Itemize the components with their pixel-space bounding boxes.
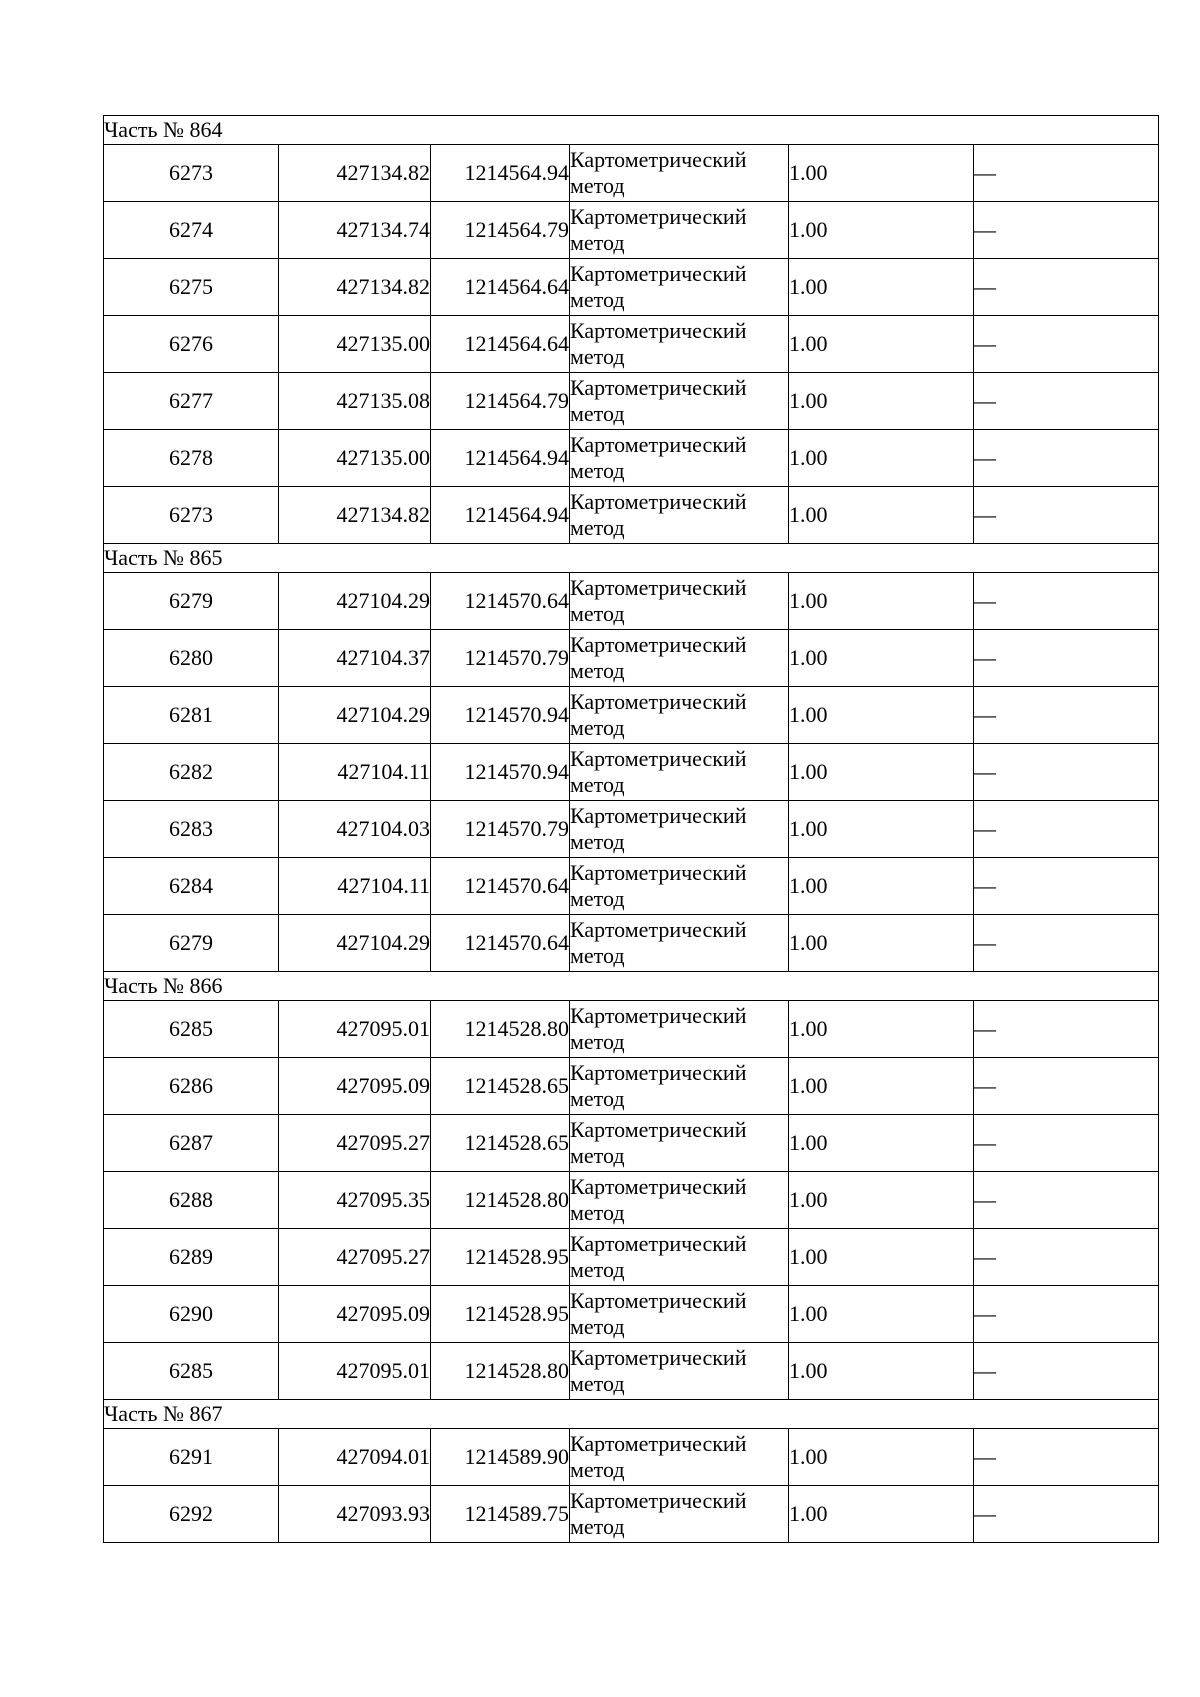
dash-mark: —: [974, 217, 996, 242]
table-body: [104, 116, 1159, 1543]
dash-mark: —: [974, 1244, 996, 1269]
accuracy-cell: 1.00: [789, 915, 974, 972]
method-cell: [570, 1429, 789, 1486]
description-cell: [974, 430, 1159, 487]
description-cell: [974, 1429, 1159, 1486]
coord-y-cell: 1214570.94: [431, 687, 570, 744]
dash-mark: —: [974, 1130, 996, 1155]
method-line-2: метод: [570, 829, 625, 854]
coord-y-cell: 1214570.79: [431, 801, 570, 858]
coord-y-cell: 1214570.79: [431, 630, 570, 687]
table-row: [104, 744, 1159, 801]
table-row: [104, 1286, 1159, 1343]
coord-x-cell: 427104.29: [279, 915, 431, 972]
method-line-2: метод: [570, 715, 625, 740]
point-number-cell: 6276: [104, 316, 279, 373]
method-cell: [570, 145, 789, 202]
point-number-cell: 6292: [104, 1486, 279, 1543]
description-cell: [974, 373, 1159, 430]
accuracy-cell: 1.00: [789, 316, 974, 373]
point-number-cell: 6291: [104, 1429, 279, 1486]
method-cell: [570, 915, 789, 972]
table-row: [104, 1429, 1159, 1486]
method-cell: [570, 1286, 789, 1343]
dash-mark: —: [974, 873, 996, 898]
coord-x-cell: 427104.11: [279, 744, 431, 801]
dash-mark: —: [974, 331, 996, 356]
coord-y-cell: 1214528.95: [431, 1229, 570, 1286]
coord-x-cell: 427104.11: [279, 858, 431, 915]
method-line-1: Картометрический: [570, 1174, 747, 1199]
method-line-2: метод: [570, 1200, 625, 1225]
coord-y-cell: 1214564.64: [431, 316, 570, 373]
accuracy-cell: 1.00: [789, 430, 974, 487]
accuracy-cell: 1.00: [789, 202, 974, 259]
method-line-1: Картометрический: [570, 860, 747, 885]
description-cell: [974, 1001, 1159, 1058]
method-line-1: Картометрический: [570, 1060, 747, 1085]
table-row: [104, 1058, 1159, 1115]
description-cell: [974, 259, 1159, 316]
dash-mark: —: [974, 1073, 996, 1098]
description-cell: [974, 1058, 1159, 1115]
method-line-2: метод: [570, 1086, 625, 1111]
dash-mark: —: [974, 1301, 996, 1326]
method-line-1: Картометрический: [570, 1431, 747, 1456]
method-line-1: Картометрический: [570, 375, 747, 400]
description-cell: [974, 1343, 1159, 1400]
method-cell: [570, 259, 789, 316]
accuracy-cell: 1.00: [789, 259, 974, 316]
table-row: [104, 1001, 1159, 1058]
point-number-cell: 6279: [104, 573, 279, 630]
point-number-cell: 6279: [104, 915, 279, 972]
table-row: [104, 316, 1159, 373]
method-line-1: Картометрический: [570, 1288, 747, 1313]
point-number-cell: 6273: [104, 487, 279, 544]
point-number-cell: 6290: [104, 1286, 279, 1343]
coord-y-cell: 1214528.80: [431, 1001, 570, 1058]
coord-y-cell: 1214564.79: [431, 373, 570, 430]
coord-x-cell: 427095.09: [279, 1286, 431, 1343]
description-cell: [974, 1115, 1159, 1172]
method-line-2: метод: [570, 173, 625, 198]
method-line-2: метод: [570, 1314, 625, 1339]
description-cell: [974, 1486, 1159, 1543]
description-cell: [974, 202, 1159, 259]
table-row: [104, 1172, 1159, 1229]
table-row: [104, 145, 1159, 202]
accuracy-cell: 1.00: [789, 1229, 974, 1286]
section-title: Часть № 866: [104, 972, 1159, 1001]
dash-mark: —: [974, 1444, 996, 1469]
method-line-2: метод: [570, 230, 625, 255]
section-title: Часть № 867: [104, 1400, 1159, 1429]
method-cell: [570, 801, 789, 858]
coord-x-cell: 427093.93: [279, 1486, 431, 1543]
method-cell: [570, 1172, 789, 1229]
coord-y-cell: 1214589.75: [431, 1486, 570, 1543]
description-cell: [974, 1172, 1159, 1229]
description-cell: [974, 687, 1159, 744]
dash-mark: —: [974, 702, 996, 727]
method-line-2: метод: [570, 1029, 625, 1054]
method-cell: [570, 1001, 789, 1058]
coordinates-table: [103, 115, 1159, 1543]
table-row: [104, 487, 1159, 544]
description-cell: [974, 801, 1159, 858]
method-line-1: Картометрический: [570, 575, 747, 600]
method-cell: [570, 316, 789, 373]
point-number-cell: 6273: [104, 145, 279, 202]
accuracy-cell: 1.00: [789, 487, 974, 544]
method-line-1: Картометрический: [570, 318, 747, 343]
accuracy-cell: 1.00: [789, 1343, 974, 1400]
accuracy-cell: 1.00: [789, 1001, 974, 1058]
coord-x-cell: 427094.01: [279, 1429, 431, 1486]
table-row: [104, 915, 1159, 972]
method-line-2: метод: [570, 1371, 625, 1396]
accuracy-cell: 1.00: [789, 858, 974, 915]
coord-y-cell: 1214589.90: [431, 1429, 570, 1486]
method-line-1: Картометрический: [570, 917, 747, 942]
method-line-1: Картометрический: [570, 147, 747, 172]
description-cell: [974, 744, 1159, 801]
point-number-cell: 6289: [104, 1229, 279, 1286]
dash-mark: —: [974, 502, 996, 527]
accuracy-cell: 1.00: [789, 744, 974, 801]
section-title: Часть № 864: [104, 116, 1159, 145]
table-row: [104, 687, 1159, 744]
point-number-cell: 6287: [104, 1115, 279, 1172]
coord-y-cell: 1214564.94: [431, 145, 570, 202]
method-cell: [570, 1343, 789, 1400]
coord-y-cell: 1214528.65: [431, 1115, 570, 1172]
method-cell: [570, 487, 789, 544]
point-number-cell: 6288: [104, 1172, 279, 1229]
coord-x-cell: 427134.82: [279, 145, 431, 202]
section-header-row: [104, 972, 1159, 1001]
method-line-2: метод: [570, 886, 625, 911]
accuracy-cell: 1.00: [789, 1172, 974, 1229]
method-line-2: метод: [570, 344, 625, 369]
coord-x-cell: 427095.27: [279, 1115, 431, 1172]
method-cell: [570, 1058, 789, 1115]
method-line-2: метод: [570, 458, 625, 483]
point-number-cell: 6285: [104, 1343, 279, 1400]
coord-x-cell: 427104.29: [279, 687, 431, 744]
section-header-row: [104, 1400, 1159, 1429]
table-row: [104, 573, 1159, 630]
method-line-1: Картометрический: [570, 689, 747, 714]
description-cell: [974, 915, 1159, 972]
point-number-cell: 6280: [104, 630, 279, 687]
dash-mark: —: [974, 274, 996, 299]
table-row: [104, 1486, 1159, 1543]
method-line-1: Картометрический: [570, 1231, 747, 1256]
coord-x-cell: 427135.00: [279, 430, 431, 487]
method-line-2: метод: [570, 601, 625, 626]
table-row: [104, 1229, 1159, 1286]
section-title: Часть № 865: [104, 544, 1159, 573]
method-cell: [570, 1115, 789, 1172]
coord-x-cell: 427134.82: [279, 487, 431, 544]
point-number-cell: 6282: [104, 744, 279, 801]
method-cell: [570, 744, 789, 801]
method-line-1: Картометрический: [570, 432, 747, 457]
dash-mark: —: [974, 645, 996, 670]
method-line-2: метод: [570, 401, 625, 426]
coord-y-cell: 1214528.80: [431, 1172, 570, 1229]
dash-mark: —: [974, 1501, 996, 1526]
table-row: [104, 259, 1159, 316]
method-line-2: метод: [570, 658, 625, 683]
description-cell: [974, 487, 1159, 544]
coord-y-cell: 1214528.95: [431, 1286, 570, 1343]
method-line-1: Картометрический: [570, 1003, 747, 1028]
method-line-1: Картометрический: [570, 204, 747, 229]
description-cell: [974, 573, 1159, 630]
coord-x-cell: 427135.08: [279, 373, 431, 430]
coord-y-cell: 1214564.94: [431, 487, 570, 544]
method-cell: [570, 373, 789, 430]
description-cell: [974, 1229, 1159, 1286]
method-cell: [570, 1229, 789, 1286]
method-line-1: Картометрический: [570, 1488, 747, 1513]
accuracy-cell: 1.00: [789, 1486, 974, 1543]
dash-mark: —: [974, 816, 996, 841]
method-line-1: Картометрический: [570, 1345, 747, 1370]
method-line-1: Картометрический: [570, 803, 747, 828]
method-cell: [570, 630, 789, 687]
accuracy-cell: 1.00: [789, 630, 974, 687]
dash-mark: —: [974, 588, 996, 613]
coord-x-cell: 427095.27: [279, 1229, 431, 1286]
point-number-cell: 6274: [104, 202, 279, 259]
method-cell: [570, 573, 789, 630]
method-line-1: Картометрический: [570, 746, 747, 771]
accuracy-cell: 1.00: [789, 687, 974, 744]
table-row: [104, 1115, 1159, 1172]
table-row: [104, 373, 1159, 430]
point-number-cell: 6285: [104, 1001, 279, 1058]
description-cell: [974, 145, 1159, 202]
section-header-row: [104, 116, 1159, 145]
method-line-1: Картометрический: [570, 261, 747, 286]
dash-mark: —: [974, 160, 996, 185]
coord-x-cell: 427095.35: [279, 1172, 431, 1229]
method-cell: [570, 202, 789, 259]
accuracy-cell: 1.00: [789, 373, 974, 430]
point-number-cell: 6283: [104, 801, 279, 858]
accuracy-cell: 1.00: [789, 573, 974, 630]
method-line-2: метод: [570, 1514, 625, 1539]
coord-x-cell: 427104.03: [279, 801, 431, 858]
coord-x-cell: 427135.00: [279, 316, 431, 373]
coord-x-cell: 427104.29: [279, 573, 431, 630]
method-line-2: метод: [570, 1457, 625, 1482]
table-row: [104, 202, 1159, 259]
method-line-2: метод: [570, 772, 625, 797]
method-line-1: Картометрический: [570, 1117, 747, 1142]
point-number-cell: 6286: [104, 1058, 279, 1115]
point-number-cell: 6284: [104, 858, 279, 915]
coord-x-cell: 427134.82: [279, 259, 431, 316]
dash-mark: —: [974, 1358, 996, 1383]
method-cell: [570, 858, 789, 915]
method-line-2: метод: [570, 515, 625, 540]
table-row: [104, 1343, 1159, 1400]
accuracy-cell: 1.00: [789, 1115, 974, 1172]
method-cell: [570, 1486, 789, 1543]
method-line-1: Картометрический: [570, 489, 747, 514]
table-row: [104, 858, 1159, 915]
accuracy-cell: 1.00: [789, 1286, 974, 1343]
table-row: [104, 430, 1159, 487]
dash-mark: —: [974, 930, 996, 955]
coord-y-cell: 1214564.94: [431, 430, 570, 487]
dash-mark: —: [974, 759, 996, 784]
dash-mark: —: [974, 445, 996, 470]
coord-x-cell: 427134.74: [279, 202, 431, 259]
coord-y-cell: 1214564.64: [431, 259, 570, 316]
coord-y-cell: 1214570.64: [431, 573, 570, 630]
coord-y-cell: 1214570.64: [431, 858, 570, 915]
point-number-cell: 6275: [104, 259, 279, 316]
method-line-2: метод: [570, 943, 625, 968]
section-header-row: [104, 544, 1159, 573]
coord-x-cell: 427095.01: [279, 1001, 431, 1058]
coord-x-cell: 427104.37: [279, 630, 431, 687]
description-cell: [974, 858, 1159, 915]
point-number-cell: 6277: [104, 373, 279, 430]
method-line-2: метод: [570, 1257, 625, 1282]
coord-y-cell: 1214570.64: [431, 915, 570, 972]
point-number-cell: 6278: [104, 430, 279, 487]
table-row: [104, 801, 1159, 858]
accuracy-cell: 1.00: [789, 801, 974, 858]
method-line-2: метод: [570, 1143, 625, 1168]
point-number-cell: 6281: [104, 687, 279, 744]
description-cell: [974, 630, 1159, 687]
coord-x-cell: 427095.09: [279, 1058, 431, 1115]
dash-mark: —: [974, 388, 996, 413]
dash-mark: —: [974, 1016, 996, 1041]
description-cell: [974, 316, 1159, 373]
accuracy-cell: 1.00: [789, 145, 974, 202]
coord-x-cell: 427095.01: [279, 1343, 431, 1400]
dash-mark: —: [974, 1187, 996, 1212]
method-cell: [570, 687, 789, 744]
description-cell: [974, 1286, 1159, 1343]
method-cell: [570, 430, 789, 487]
coord-y-cell: 1214528.65: [431, 1058, 570, 1115]
table-row: [104, 630, 1159, 687]
accuracy-cell: 1.00: [789, 1058, 974, 1115]
method-line-1: Картометрический: [570, 632, 747, 657]
coord-y-cell: 1214570.94: [431, 744, 570, 801]
accuracy-cell: 1.00: [789, 1429, 974, 1486]
coord-y-cell: 1214528.80: [431, 1343, 570, 1400]
method-line-2: метод: [570, 287, 625, 312]
coord-y-cell: 1214564.79: [431, 202, 570, 259]
